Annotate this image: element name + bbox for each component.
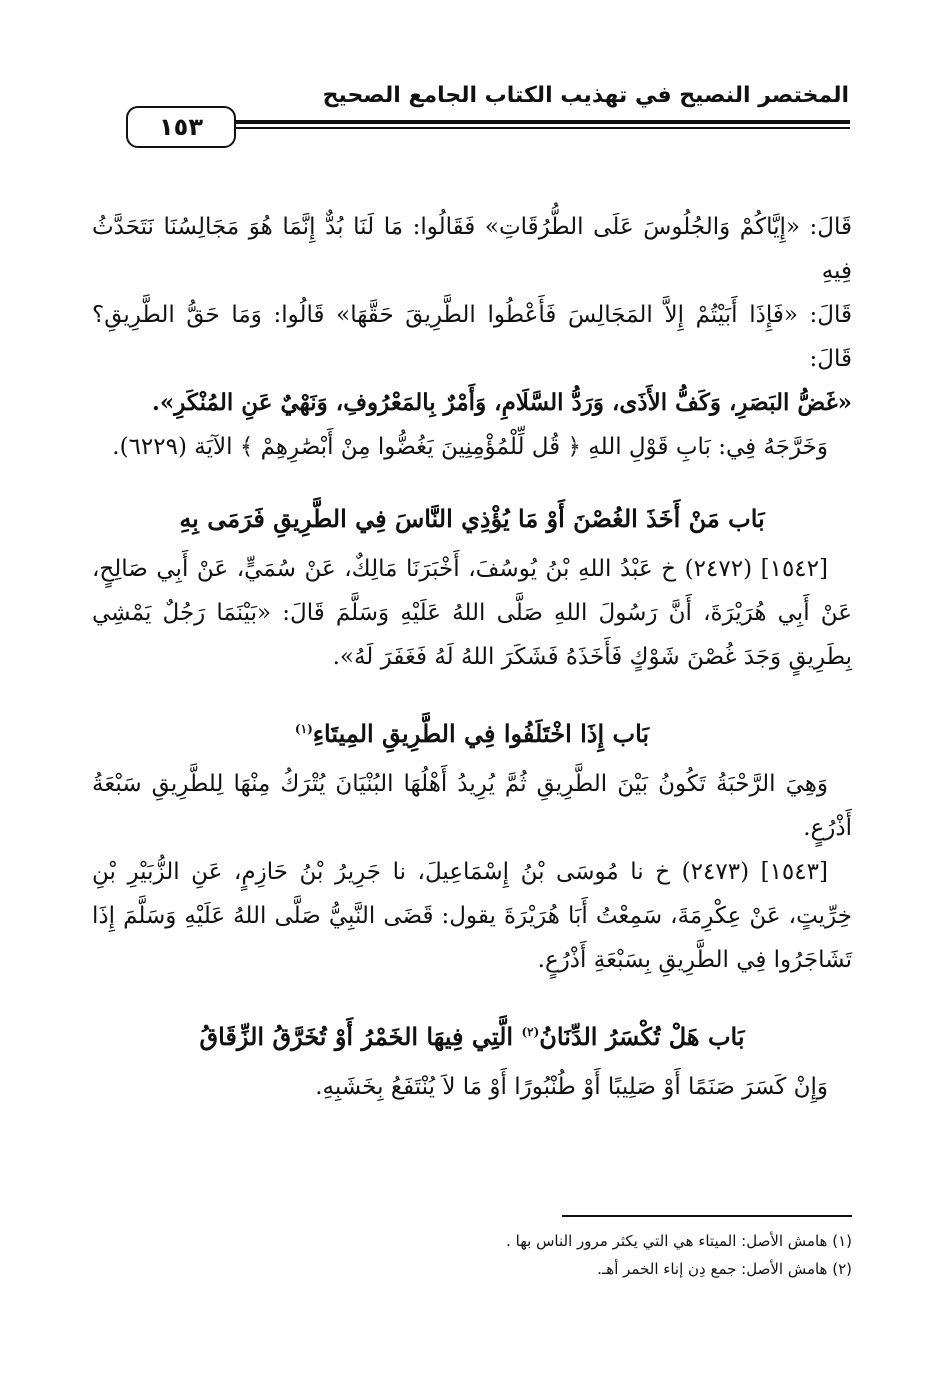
running-title: المختصر النصيح في تهذيب الكتاب الجامع الصحيح xyxy=(322,83,849,108)
hadith-text-line: «غَضُّ البَصَرِ، وَكَفُّ الأَذَى، وَرَدُّ السَّلَامِ، وَأَمْرٌ بِالمَعْرُوفِ، وَنَهْيٌ عَنِ المُنْكَرِ». xyxy=(151,389,852,416)
footnote-separator xyxy=(562,1215,852,1217)
chapter-heading-text: بَاب هَلْ تُكْسَرُ الدِّنَانُ xyxy=(539,1022,745,1051)
chapter-heading-text: الَّتِي فِيهَا الخَمْرُ أَوْ تُخَرَّقُ الزِّقَاقُ xyxy=(199,1022,514,1051)
chapter-explanation: وَهِيَ الرَّحْبَةُ تَكُونُ بَيْنَ الطَّرِيقِ ثُمَّ يُرِيدُ أَهْلُهَا البُنْيَانَ يُتْرَكُ مِنْهَا لِلطَّرِيقِ سَبْعَةُ أَذْرُعٍ. xyxy=(92,771,852,841)
footnote-marker: (٢) xyxy=(521,1025,540,1039)
footnote: (٢) هامش الأصل: جمع دِن إناء الخمر أهـ. xyxy=(597,1259,852,1278)
hadith-text-line: قَالَ: «إِيَّاكُمْ وَالجُلُوسَ عَلَى الطُّرُقَاتِ» فَقَالُوا: مَا لَنَا بُدٌّ إِنَّمَا هُوَ مَجَالِسُنَا نَتَحَدَّثُ فِيهِ xyxy=(92,214,852,284)
cross-reference: وَخَرَّجَهُ فِي: بَابِ قَوْلِ اللهِ ﴿ قُل لِّلْمُؤْمِنِينَ يَغُضُّوا مِنْ أَبْصَٰرِهِمْ ﴾ الآيَة (٦٢٢٩). xyxy=(112,434,828,460)
chapter-explanation: وَإِنْ كَسَرَ صَنَمًا أَوْ صَلِيبًا أَوْ طُنْبُورًا أَوْ مَا لاَ يُنْتَفَعُ بِخَشَبِهِ. xyxy=(315,1074,828,1100)
hadith-entry: [١٥٤٣] (٢٤٧٣) خ نا مُوسَى بْنُ إِسْمَاعِيلَ، نا جَرِيرُ بْنُ حَازِمٍ، عَنِ الزُّبَيْرِ بْنِ خِرِّيتٍ، عَنْ عِكْرِمَةَ، سَمِعْتُ أَبَا هُرَيْرَةَ يقول: قَضَى النَّبِيُّ صَلَّى اللهُ عَلَيْهِ وَسَلَّمَ إِذَا تَشَاجَرُوا فِي الطَّرِيقِ بِسَبْعَةِ أَذْرُعٍ. xyxy=(92,859,852,973)
footnotes xyxy=(92,1215,852,1283)
hadith-text-line: قَالَ: «فَإِذَا أَبَيْتُمْ إِلاَّ المَجَالِسَ فَأَعْطُوا الطَّرِيقَ حَقَّهَا» قَالُوا: وَمَا حَقُّ الطَّرِيقِ؟ قَالَ: xyxy=(92,302,852,372)
chapter-heading-text: بَاب إِذَا اخْتَلَفُوا فِي الطَّرِيقِ المِيتَاءِ xyxy=(312,719,650,748)
footnote: (١) هامش الأصل: الميتاء هي التي يكثر مرور الناس بها . xyxy=(506,1231,852,1250)
page-body xyxy=(92,205,852,1109)
chapter-heading: بَاب مَنْ أَخَذَ الغُصْنَ أَوْ مَا يُؤْذِي النَّاسَ فِي الطَّرِيقِ فَرَمَى بِهِ xyxy=(179,504,765,533)
footnote-marker: (١) xyxy=(294,722,313,736)
chapter-heading xyxy=(92,1010,852,1059)
page-header xyxy=(0,0,941,150)
header-rule-thick xyxy=(230,120,850,124)
header-rule-thin xyxy=(230,127,850,129)
chapter-heading xyxy=(92,707,852,756)
page-number: ١٥٣ xyxy=(126,106,236,148)
hadith-entry: [١٥٤٢] (٢٤٧٢) خ عَبْدُ اللهِ بْنُ يُوسُفَ، أَخْبَرَنَا مَالِكٌ، عَنْ سُمَيٍّ، عَنْ أَبِي صَالِحٍ، عَنْ أَبِي هُرَيْرَةَ، أَنَّ رَسُولَ اللهِ صَلَّى اللهُ عَلَيْهِ وَسَلَّمَ قَالَ: «بَيْنَمَا رَجُلٌ يَمْشِي بِطَرِيقٍ وَجَدَ غُصْنَ شَوْكٍ فَأَخَذَهُ فَشَكَرَ اللهُ لَهُ فَغَفَرَ لَهُ». xyxy=(92,556,852,670)
